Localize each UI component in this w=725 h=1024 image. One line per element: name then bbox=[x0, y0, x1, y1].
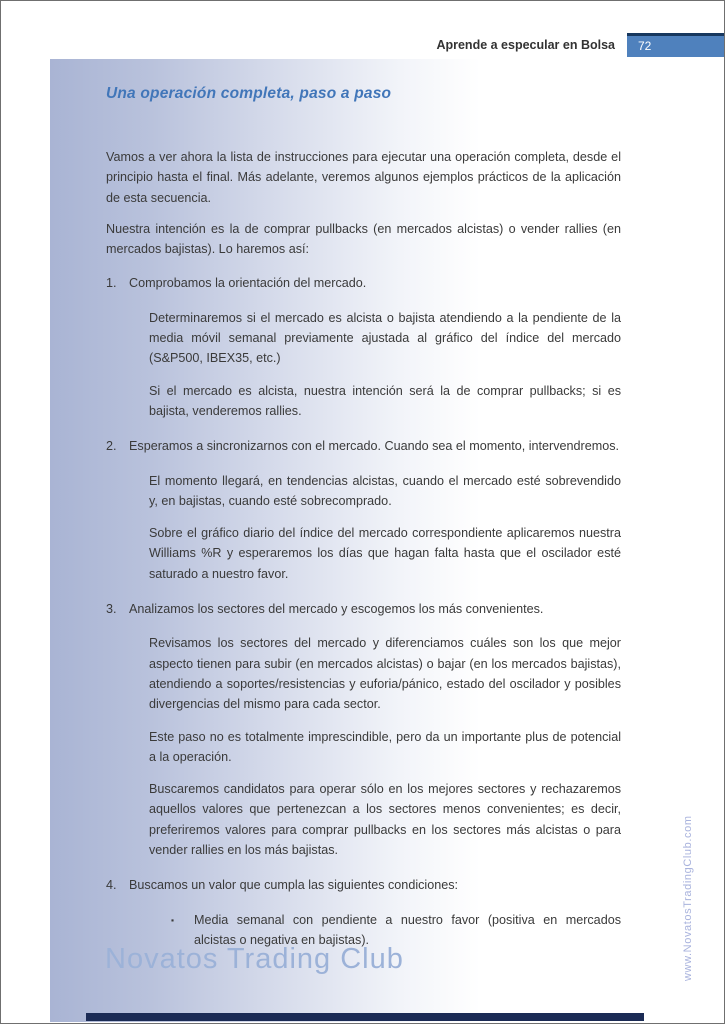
list-item-label: Comprobamos la orientación del mercado. bbox=[129, 276, 367, 291]
page-number-badge bbox=[627, 33, 724, 57]
section-title: Una operación completa, paso a paso bbox=[106, 85, 392, 102]
watermark-text: Novatos Trading Club bbox=[105, 943, 404, 975]
list-item bbox=[106, 436, 621, 456]
detail-paragraph: El momento llegará, en tendencias alcistas, cuando el mercado esté sobrevendido y, en bajistas, cuando esté sobrecomprado. bbox=[149, 473, 621, 508]
website-url-vertical: www.NovatosTradingClub.com bbox=[682, 815, 694, 981]
detail-paragraph: Buscaremos candidatos para operar sólo en los mejores sectores y rechazaremos aquellos valores que pertenezcan a los sectores menos convenientes; es decir, preferiremos valores para comprar pullbacks en los sectores más alcistas o para vender rallies en los más bajistas. bbox=[149, 782, 621, 858]
detail-paragraph: Si el mercado es alcista, nuestra intención será la de comprar pullbacks; si es bajista, venderemos rallies. bbox=[149, 383, 621, 418]
detail-paragraph: Revisamos los sectores del mercado y diferenciamos cuáles son los que mejor aspecto tienen para subir (en mercados alcistas) o bajar (en los mercados bajistas), atendiendo a soportes/resistencias y euforia/pánico, estado del oscilador y posibles divergencias del mismo para cada sector. bbox=[149, 636, 621, 712]
detail-paragraph: Determinaremos si el mercado es alcista o bajista atendiendo a la pendiente de la media móvil semanal previamente ajustada al gráfico del índice del mercado (S&P500, IBEX35, etc.) bbox=[149, 310, 621, 366]
bullet-item-text: Media semanal con pendiente a nuestro favor (positiva en mercados alcistas o negativa en bajistas). bbox=[194, 912, 621, 947]
list-item-number: 1. bbox=[106, 276, 117, 291]
book-title: Aprende a especular en Bolsa bbox=[436, 38, 615, 52]
list-item bbox=[106, 273, 621, 293]
list-item-label: Esperamos a sincronizarnos con el mercado. Cuando sea el momento, intervendremos. bbox=[129, 439, 620, 454]
bottom-accent-bar bbox=[86, 1013, 644, 1021]
detail-paragraph: Este paso no es totalmente imprescindible, pero da un importante plus de potencial a la operación. bbox=[149, 729, 621, 764]
list-item-number: 2. bbox=[106, 439, 117, 454]
list-item-label: Buscamos un valor que cumpla las siguientes condiciones: bbox=[129, 878, 459, 893]
list-item-number: 4. bbox=[106, 878, 117, 893]
intro-paragraph: Vamos a ver ahora la lista de instrucciones para ejecutar una operación completa, desde el principio hasta el final. Más adelante, veremos algunos ejemplos prácticos de la aplicación de esta secuencia. bbox=[106, 150, 621, 205]
detail-paragraph: Sobre el gráfico diario del índice del mercado correspondiente aplicaremos nuestra Williams %R y esperaremos los días que hagan falta hasta que el oscilador esté saturado a nuestro favor. bbox=[149, 526, 621, 581]
list-item-label: Analizamos los sectores del mercado y escogemos los más convenientes. bbox=[129, 602, 544, 617]
page-number: 72 bbox=[638, 39, 652, 53]
content-column bbox=[106, 85, 621, 950]
list-item bbox=[106, 599, 621, 619]
page-header bbox=[1, 33, 724, 57]
intro-paragraph: Nuestra intención es la de comprar pullbacks (en mercados alcistas) o vender rallies (en mercados bajistas). Lo haremos así: bbox=[106, 221, 621, 257]
list-item bbox=[106, 875, 621, 895]
list-item-number: 3. bbox=[106, 602, 117, 617]
square-bullet-icon: ▪ bbox=[171, 914, 175, 925]
